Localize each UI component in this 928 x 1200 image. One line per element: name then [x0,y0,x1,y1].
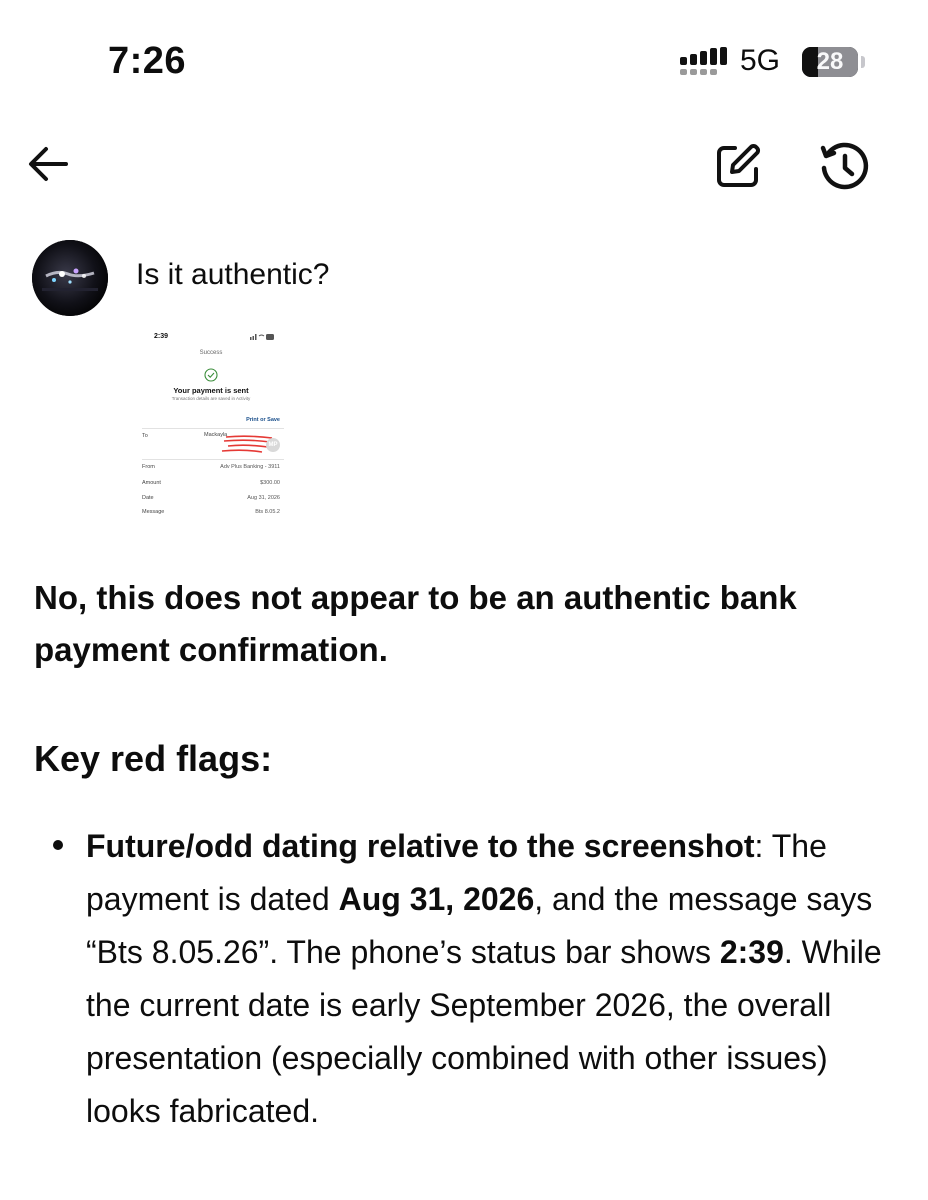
thumb-row-value: Adv Plus Banking - 3911 [220,464,280,470]
assistant-intro: No, this does not appear to be an authentic bank payment confirmation. [34,579,797,668]
bullet-text-part: The payment is dated [86,828,827,917]
thumb-row-label: To [142,433,148,439]
compose-icon [713,141,763,191]
battery-nub [861,56,865,68]
bullet-sep: : [754,828,764,864]
thumb-divider [142,459,284,460]
bullet-dot [53,840,63,850]
thumb-payment-sent: Your payment is sent [173,386,249,395]
thumb-print-link: Print or Save [246,417,280,423]
avatar-image [32,240,108,316]
status-time: 7:26 [108,40,187,82]
bullet-title: Future/odd dating relative to the screenshot [86,828,755,864]
attachment-thumbnail[interactable] [138,330,284,516]
thumb-row-label: Amount [142,480,161,486]
thumb-row-value: $300.00 [260,480,280,486]
thumb-success-title: Success [199,350,223,356]
thumb-row-value: Bts 8.05.2 [255,509,280,515]
thumb-subtitle: Transaction details are saved in Activity [171,396,251,401]
network-type: 5G [740,44,781,77]
thumb-time: 2:39 [154,333,169,340]
thumb-row-label: From [142,464,155,470]
bullet-text-part: . While the current date is early September 2026, the overall presentation (especially combined with other issues) looks fabricated. [86,934,882,1129]
thumb-check-circle-icon [204,368,218,382]
bullet-emphasis: Aug 31, 2026 [338,881,535,917]
assistant-heading: Key red flags: [34,738,273,779]
list-item [86,820,896,1138]
thumb-recipient-avatar: MP [266,438,280,452]
back-button[interactable] [24,140,72,188]
new-chat-button[interactable] [712,140,764,192]
history-button[interactable] [818,140,872,194]
thumb-row-label: Message [142,509,165,515]
arrow-left-icon [26,144,70,184]
user-message-text: Is it authentic? [136,258,330,291]
history-clock-icon [819,141,871,193]
thumb-status-icons [250,333,274,341]
bullet-text-part: , and the message says “Bts 8.05.26”. The phone’s status bar shows [86,881,873,970]
battery-level: 28 [816,48,844,75]
thumb-row-label: Date [142,495,154,501]
cellular-signal-icon [680,47,728,77]
thumb-divider [142,428,284,429]
thumb-row-value: Mackayla [204,432,228,438]
battery-icon [802,47,858,77]
user-avatar[interactable] [32,240,108,316]
thumb-row-value: Aug 31, 2026 [247,495,280,501]
bullet-emphasis: 2:39 [719,934,784,970]
